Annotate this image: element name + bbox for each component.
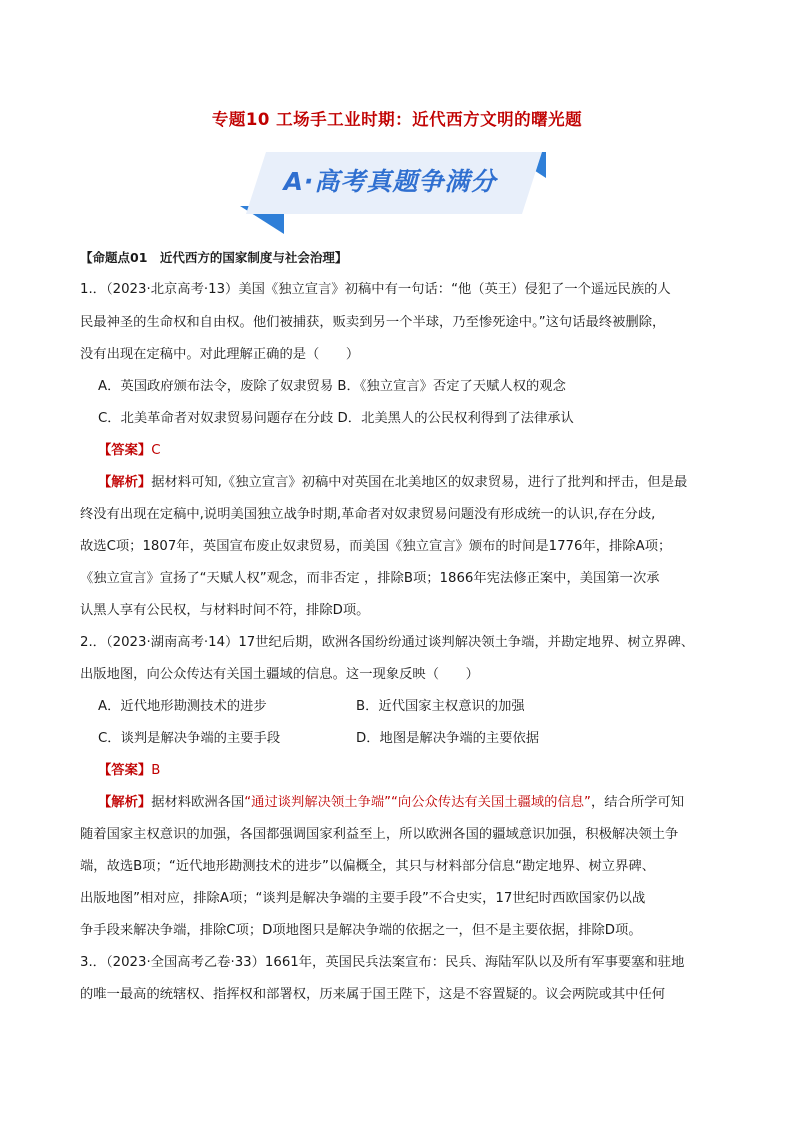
q3-stem-line-2: 的唯一最高的统辖权、指挥权和部署权，历来属于国王陛下，这是不容置疑的。议会两院或其中任何: [80, 987, 666, 1002]
q1-analysis-line-4: 《独立宣言》宣扬了“天赋人权”观念，而非否定 ，排除B项；1866年宪法修正案中，美国第一次承: [80, 571, 660, 586]
analysis-label: 【解析】: [98, 475, 152, 490]
analysis-quote: “通过谈判解决领土争端”“向公众传达有关国土疆域的信息”: [244, 795, 591, 810]
q2-stem-line-2: 出版地图，向公众传达有关国土疆域的信息。这一现象反映（ ）: [80, 667, 479, 682]
q1-analysis-line-1: [98, 473, 687, 493]
q2-option-c: C．谈判是解决争端的主要手段: [98, 731, 281, 746]
answer-label: 【答案】: [98, 763, 152, 778]
answer-value: C: [151, 443, 161, 458]
q2-analysis-line-4: 出版地图”相对应，排除A项；“谈判是解决争端的主要手段”不合史实，17世纪时西欧国家仍以战: [80, 891, 646, 906]
analysis-text: 据材料欧洲各国: [151, 795, 245, 810]
q1-stem-line-3: 没有出现在定稿中。对此理解正确的是（ ）: [80, 347, 360, 362]
analysis-text: 据材料可知,《独立宣言》初稿中对英国在北美地区的奴隶贸易，进行了批判和抨击，但是最: [151, 475, 688, 490]
q2-stem-line-1: 2.．（2023·湖南高考·14）17世纪后期，欧洲各国纷纷通过谈判解决领土争端，并勘定地界、树立界碑、: [80, 635, 695, 650]
q2-option-a: A．近代地形勘测技术的进步: [98, 699, 267, 714]
answer-label: 【答案】: [98, 443, 152, 458]
q3-stem-line-1: 3.．（2023·全国高考乙卷·33）1661年，英国民兵法案宣布：民兵、海陆军队以及所有军事要塞和驻地: [80, 955, 685, 970]
q1-options-cd: C．北美革命者对奴隶贸易问题存在分歧 D．北美黑人的公民权利得到了法律承认: [98, 411, 574, 426]
q2-analysis-line-2: 随着国家主权意识的加强，各国都强调国家利益至上，所以欧洲各国的疆域意识加强，积极解决领土争: [80, 827, 679, 842]
q1-analysis-line-2: 终没有出现在定稿中,说明美国独立战争时期,革命者对奴隶贸易问题没有形成统一的认识,存在分歧,: [80, 507, 656, 522]
analysis-label: 【解析】: [98, 795, 152, 810]
q1-analysis-line-5: 认黑人享有公民权，与材料时间不符，排除D项。: [80, 603, 370, 618]
q1-answer: [98, 441, 160, 461]
page-title: 专题10 工场手工业时期：近代西方文明的曙光题: [211, 110, 583, 129]
section-heading: 【命题点01 近代西方的国家制度与社会治理】: [80, 250, 348, 265]
q1-options-ab: A．英国政府颁布法令，废除了奴隶贸易 B．《独立宣言》否定了天赋人权的观念: [98, 379, 566, 394]
q2-answer: [98, 761, 160, 781]
q2-option-b: B．近代国家主权意识的加强: [356, 699, 525, 714]
answer-value: B: [151, 763, 161, 778]
q1-analysis-line-3: 故选C项；1807年，英国宣布废止奴隶贸易，而美国《独立宣言》颁布的时间是1776年，排除A项；: [80, 539, 672, 554]
q1-stem-line-2: 民最神圣的生命权和自由权。他们被捕获，贩卖到另一个半球，乃至惨死途中。”这句话最终被删除，: [80, 315, 666, 330]
section-banner: [240, 148, 550, 238]
banner-text: A·高考真题争满分: [283, 167, 497, 196]
q2-analysis-line-5: 争手段来解决争端，排除C项；D项地图只是解决争端的依据之一，但不是主要依据，排除D项。: [80, 923, 642, 938]
analysis-text-tail: ，结合所学可知: [590, 795, 685, 810]
q2-option-d: D．地图是解决争端的主要依据: [356, 731, 540, 746]
q2-analysis-line-1: [98, 793, 684, 813]
q2-analysis-line-3: 端，故选B项；“近代地形勘测技术的进步”以偏概全，其只与材料部分信息“勘定地界、树立界碑、: [80, 859, 655, 874]
q1-stem-line-1: 1.．（2023·北京高考·13）美国《独立宣言》初稿中有一句话：“他（英王）侵犯了一个遥远民族的人: [80, 282, 671, 297]
